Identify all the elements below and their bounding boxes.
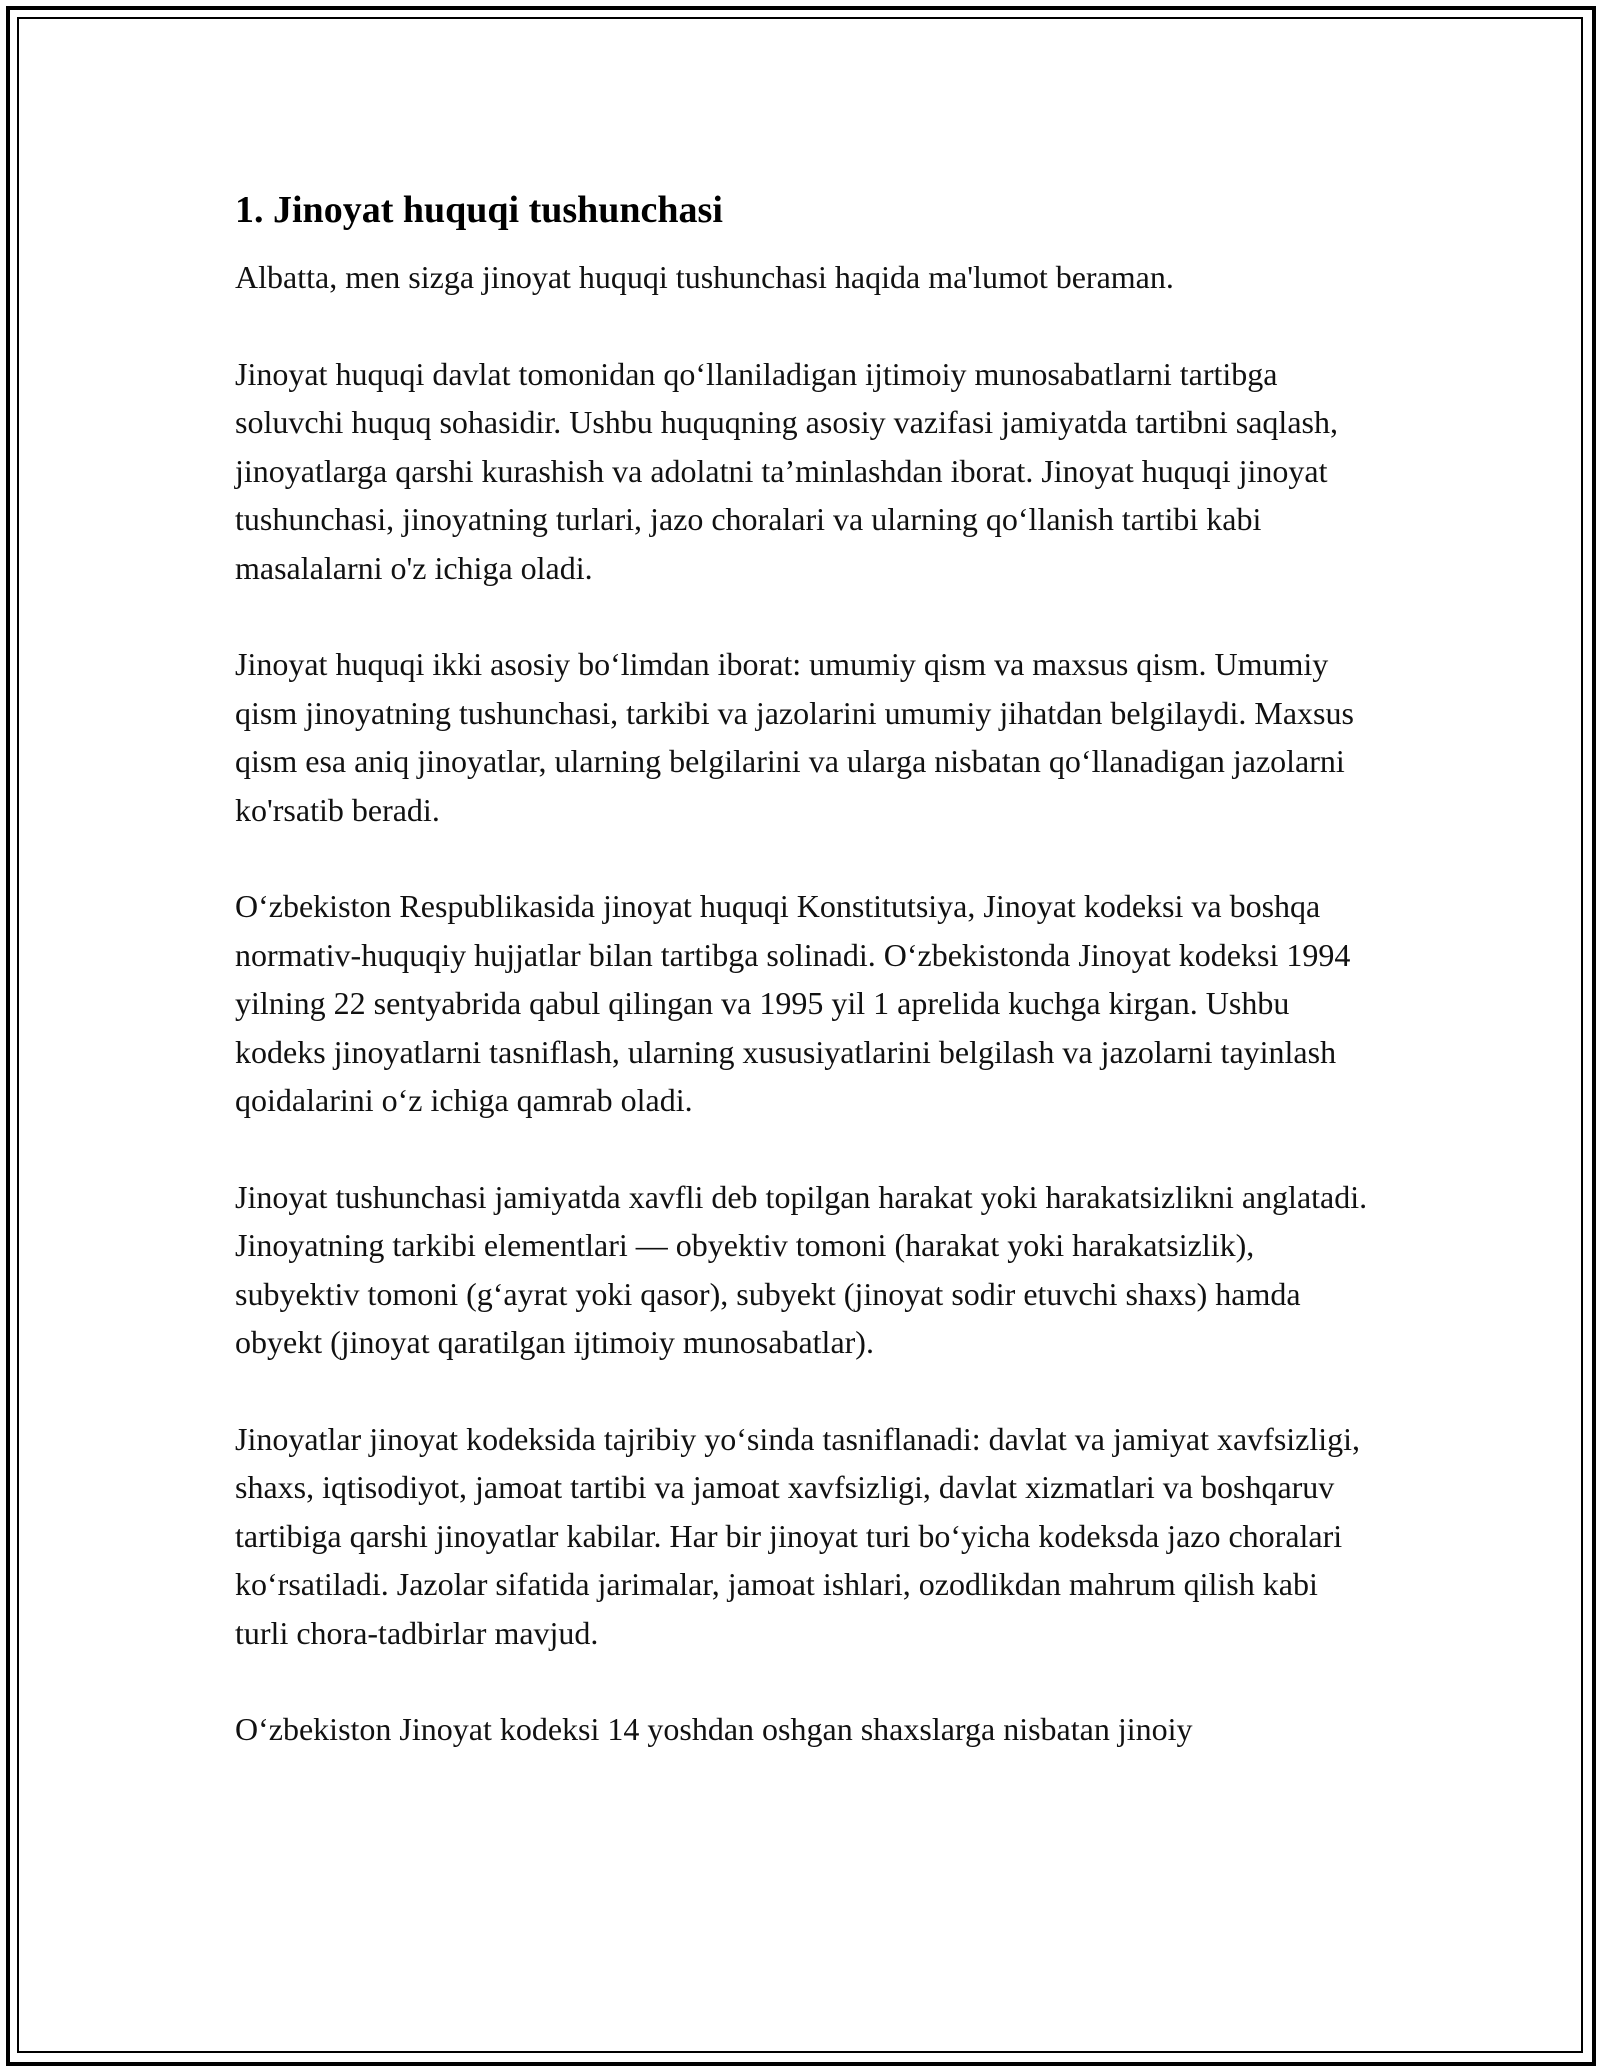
paragraph-age-liability: O‘zbekiston Jinoyat kodeksi 14 yoshdan oshgan shaxslarga nisbatan jinoiy xyxy=(235,1711,1193,1747)
paragraph-parts: Jinoyat huquqi ikki asosiy bo‘limdan iborat: umumiy qism va maxsus qism. Umumiy qism jinoyatning tushunchasi, tarkibi va jazolarini umumiy jihatdan belgilaydi. Maxsus qism esa aniq jinoyatlar, ularning belgilarini va ularga nisbatan qo‘llanadigan jazolarni ko'rsatib beradi. xyxy=(235,646,1354,828)
paragraph-intro: Albatta, men sizga jinoyat huquqi tushunchasi haqida ma'lumot beraman. xyxy=(235,259,1174,295)
document-body xyxy=(235,185,1375,1754)
paragraph-classification: Jinoyatlar jinoyat kodeksida tajribiy yo‘sinda tasniflanadi: davlat va jamiyat xavfsizligi, shaxs, iqtisodiyot, jamoat tartibi va jamoat xavfsizligi, davlat xizmatlari va boshqaruv tartibiga qarshi jinoyatlar kabilar. Har bir jinoyat turi bo‘yicha kodeksda jazo choralari ko‘rsatiladi. Jazolar sifatida jarimalar, jamoat ishlari, ozodlikdan mahrum qilish kabi turli chora-tadbirlar mavjud. xyxy=(235,1420,1361,1651)
paragraph-legislation: O‘zbekiston Respublikasida jinoyat huquqi Konstitutsiya, Jinoyat kodeksi va boshqa normativ-huquqiy hujjatlar bilan tartibga solinadi. O‘zbekistonda Jinoyat kodeksi 1994 yilning 22 sentyabrida qabul qilingan va 1995 yil 1 aprelida kuchga kirgan. Ushbu kodeks jinoyatlarni tasniflash, ularning xususiyatlarini belgilash va jazolarni tayinlash qoidalarini o‘z ichiga qamrab oladi. xyxy=(235,888,1351,1118)
paragraph-definition: Jinoyat huquqi davlat tomonidan qo‘llaniladigan ijtimoiy munosabatlarni tartibga soluvchi huquq sohasidir. Ushbu huquqning asosiy vazifasi jamiyatda tartibni saqlash, jinoyatlarga qarshi kurashish va adolatni ta’minlashdan iborat. Jinoyat huquqi jinoyat tushunchasi, jinoyatning turlari, jazo choralari va ularning qo‘llanish tartibi kabi masalalarni o'z ichiga oladi. xyxy=(235,355,1338,586)
paragraph-crime-concept: Jinoyat tushunchasi jamiyatda xavfli deb topilgan harakat yoki harakatsizlikni anglatadi. Jinoyatning tarkibi elementlari — obyektiv tomoni (harakat yoki harakatsizlik), subyektiv tomoni (g‘ayrat yoki qasor), subyekt (jinoyat sodir etuvchi shaxs) hamda obyekt (jinoyat qaratilgan ijtimoiy munosabatlar). xyxy=(235,1178,1368,1360)
section-heading: 1. Jinoyat huquqi tushunchasi xyxy=(235,189,723,231)
